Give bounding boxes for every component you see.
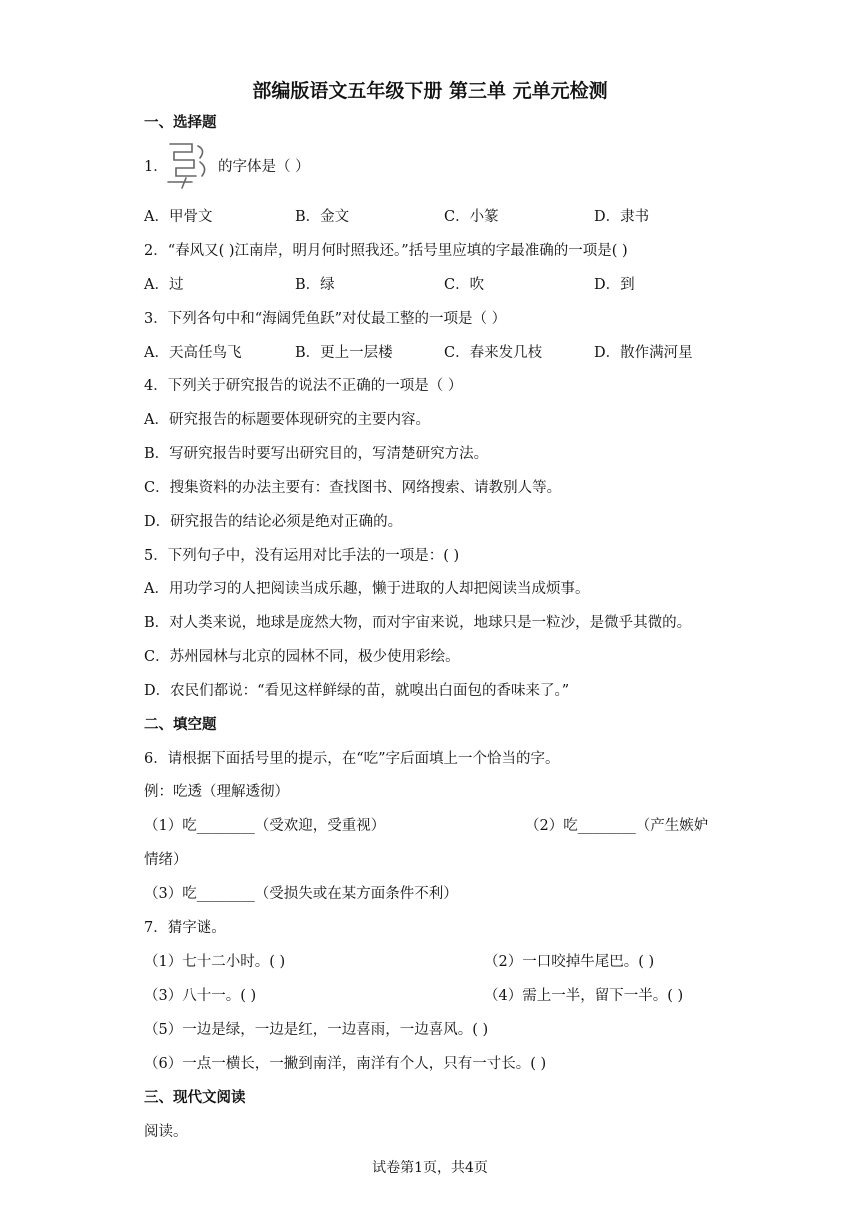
q7-item-1: （1）七十二小时。( ) [144,954,286,970]
page-footer: 试卷第1页，共4页 [372,1160,488,1176]
reading-intro: 阅读。 [144,1124,188,1140]
question-3-text: 3．下列各句中和“海阔凭鱼跃”对仗最工整的一项是（ ） [144,311,507,327]
question-5-text: 5．下列句子中，没有运用对比手法的一项是：( ) [144,548,460,564]
q3-option-a: A．天高任鸟飞 [144,345,242,361]
q7-item-4: （4）需上一半，留下一半。( ) [484,988,684,1004]
q3-option-b: B．更上一层楼 [295,345,393,361]
question-6-text: 6．请根据下面括号里的提示，在“吃”字后面填上一个恰当的字。 [144,751,560,767]
page-title: 部编版语文五年级下册 第三单 元单元检测 [252,80,608,102]
q1-option-b: B．金文 [295,209,350,225]
q7-item-6: （6）一点一横长，一撇到南洋，南洋有个人，只有一寸长。( ) [144,1056,547,1072]
section-heading-fill: 二、填空题 [144,717,217,733]
q7-item-2: （2）一口咬掉牛尾巴。( ) [484,954,655,970]
q3-option-d: D．散作满河星 [594,345,693,361]
ancient-character-image [162,138,214,190]
q4-option-a: A．研究报告的标题要体现研究的主要内容。 [144,412,430,428]
q5-option-b: B．对人类来说，地球是庞然大物，而对宇宙来说，地球只是一粒沙，是微乎其微的。 [144,615,692,631]
question-6-example: 例：吃透（理解透彻） [144,784,289,800]
q3-option-c: C．春来发几枝 [444,345,543,361]
q5-option-a: A．用功学习的人把阅读当成乐趣，懒于进取的人却把阅读当成烦事。 [144,581,590,597]
q5-option-d: D．农民们都说：“看见这样鲜绿的苗，就嗅出白面包的香味来了。” [144,683,570,699]
question-1-number: 1． [144,159,168,175]
question-4-text: 4．下列关于研究报告的说法不正确的一项是（ ） [144,378,463,394]
q1-option-c: C．小篆 [444,209,499,225]
q1-option-a: A．甲骨文 [144,209,213,225]
q4-option-b: B．写研究报告时要写出研究目的，写清楚研究方法。 [144,446,489,462]
q1-option-d: D．隶书 [594,209,650,225]
q4-option-d: D．研究报告的结论必须是绝对正确的。 [144,514,403,530]
q4-option-c: C．搜集资料的办法主要有：查找图书、网络搜索、请教别人等。 [144,480,562,496]
q7-item-5: （5）一边是绿，一边是红，一边喜雨，一边喜风。( ) [144,1022,489,1038]
q7-item-3: （3）八十一。( ) [144,988,257,1004]
q2-option-d: D．到 [594,277,635,293]
q6-item-1: （1）吃________（受欢迎，受重视） [144,818,386,834]
question-7-text: 7．猜字谜。 [144,920,226,936]
question-2-text: 2．“春风又( )江南岸，明月何时照我还。”括号里应填的字最准确的一项是( ) [144,243,628,259]
q5-option-c: C．苏州园林与北京的园林不同，极少使用彩绘。 [144,649,460,665]
q6-item-2-cont: 情绪） [144,852,188,868]
q2-option-b: B．绿 [295,277,335,293]
q6-item-3: （3）吃________（受损失或在某方面条件不利） [144,886,458,902]
q2-option-c: C．吹 [444,277,485,293]
section-heading-reading: 三、现代文阅读 [144,1090,246,1106]
q2-option-a: A．过 [144,277,184,293]
section-heading-choice: 一、选择题 [144,115,217,131]
q6-item-2: （2）吃________（产生嫉妒 [525,818,709,834]
question-1-text: 的字体是（ ） [218,159,310,175]
